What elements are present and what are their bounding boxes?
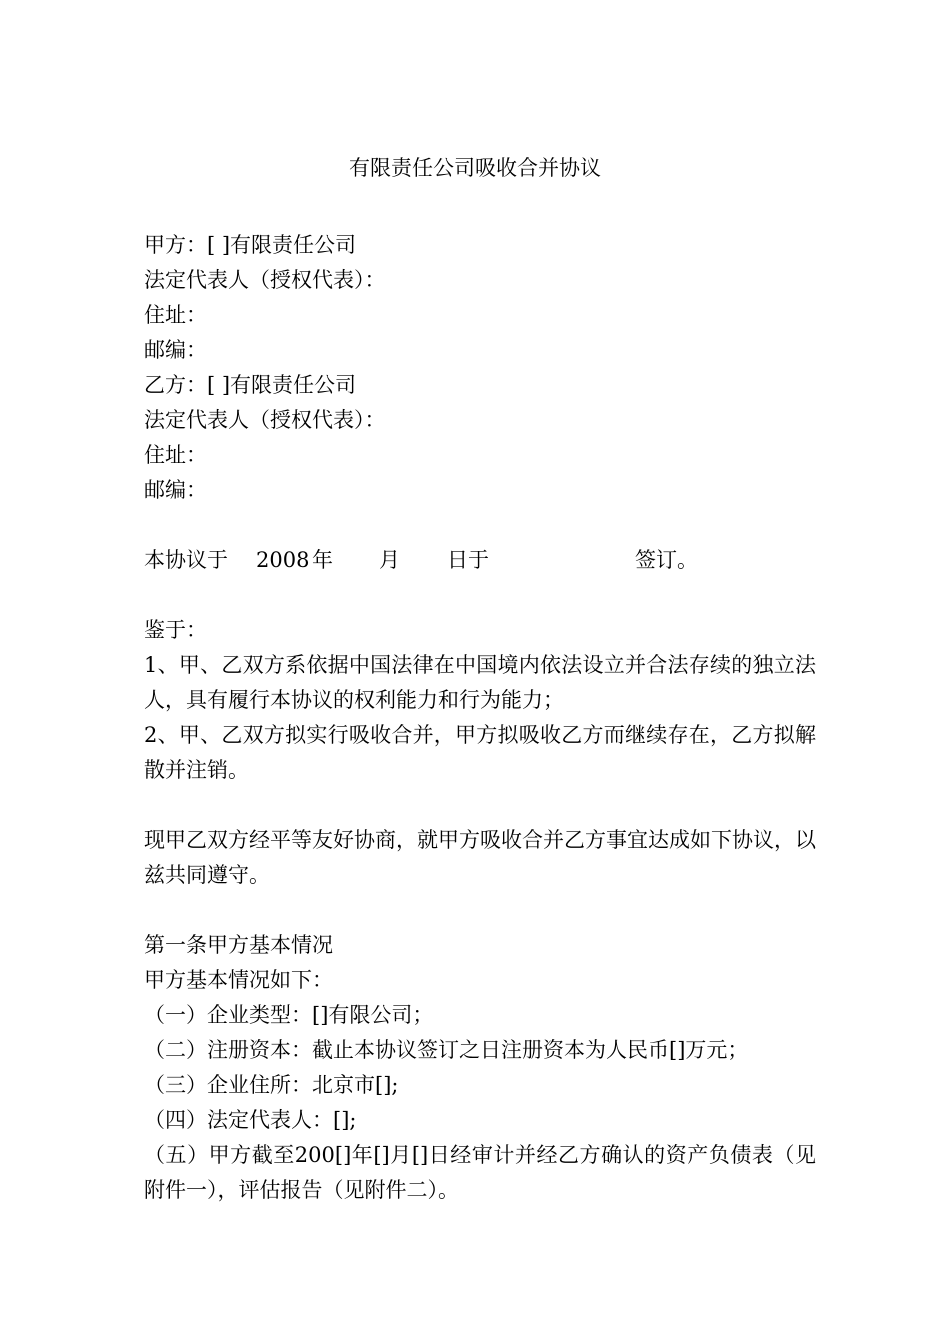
party-a-representative: 法定代表人（授权代表）：	[144, 268, 386, 292]
article-1-item: （五）甲方截至200[]年[]月[]日经审计并经乙方确认的资产负债表（见附件一），评估报告（见附件二）。	[144, 1143, 816, 1202]
article-1-item: （四）法定代表人：[];	[144, 1108, 357, 1132]
document-title: 有限责任公司吸收合并协议	[349, 156, 601, 180]
article-1-item: （一）企业类型：[]有限公司；	[144, 1003, 434, 1027]
signing-day-unit: 日于	[447, 548, 489, 572]
party-a-address: 住址：	[144, 303, 207, 327]
whereas-clause-2: 2、甲、乙双方拟实行吸收合并，甲方拟吸收乙方而继续存在，乙方拟解散并注销。	[144, 723, 816, 782]
signing-month-unit: 月	[379, 548, 400, 572]
party-b-name: 乙方：[ ]有限责任公司	[144, 373, 357, 397]
article-1-heading: 第一条甲方基本情况	[144, 933, 333, 957]
party-b-postcode: 邮编：	[144, 478, 207, 502]
signing-prefix: 本协议于	[144, 548, 228, 572]
signing-year: 2008	[256, 548, 310, 572]
whereas-heading: 鉴于：	[144, 618, 207, 642]
party-b-representative: 法定代表人（授权代表）：	[144, 408, 386, 432]
party-a-postcode: 邮编：	[144, 338, 207, 362]
party-b-address: 住址：	[144, 443, 207, 467]
article-1-item: （二）注册资本：截止本协议签订之日注册资本为人民币[]万元；	[144, 1038, 749, 1062]
signing-line	[144, 543, 816, 578]
signing-year-unit: 年	[312, 548, 333, 572]
party-a-name: 甲方：[ ]有限责任公司	[144, 233, 357, 257]
signing-suffix: 签订。	[635, 548, 698, 572]
agreement-intro: 现甲乙双方经平等友好协商，就甲方吸收合并乙方事宜达成如下协议，以兹共同遵守。	[144, 828, 816, 887]
whereas-clause-1: 1、甲、乙双方系依据中国法律在中国境内依法设立并合法存续的独立法人，具有履行本协议的权利能力和行为能力；	[144, 653, 816, 712]
article-1-intro: 甲方基本情况如下：	[144, 968, 333, 992]
article-1-item: （三）企业住所：北京市[];	[144, 1073, 399, 1097]
